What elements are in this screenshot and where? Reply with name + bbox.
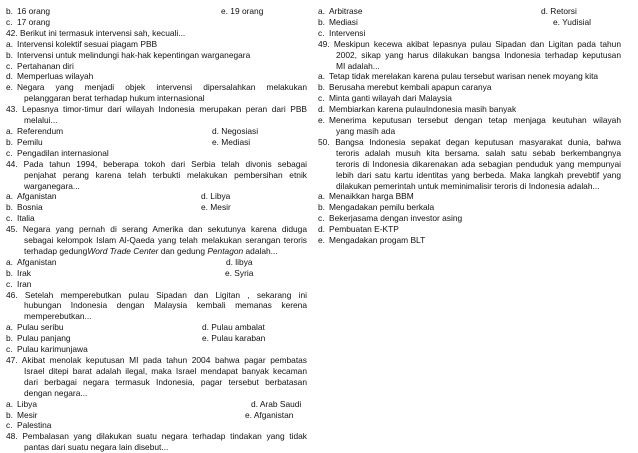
option-text: Berusaha merebut kembali apapun caranya — [329, 82, 492, 93]
left-column — [6, 6, 307, 453]
option-text: Mengadakan pemilu berkala — [329, 202, 435, 213]
option-text: e. Mediasi — [212, 136, 251, 147]
option-text: 17 orang — [17, 16, 51, 27]
option-line — [6, 71, 307, 82]
option-letter: e. — [318, 235, 325, 246]
option-line — [6, 399, 307, 410]
option-letter: d. — [318, 224, 325, 235]
question-43: 43. Lepasnya timor-timur dari wilayah Indonesia merupakan peran dari PBB — [6, 104, 307, 115]
option-text: Pulau panjang — [17, 333, 71, 344]
option-letter: c. — [6, 420, 13, 431]
option-text: d. Pulau ambalat — [202, 322, 265, 333]
option-line — [6, 410, 307, 421]
option-text: Bekerjasama dengan investor asing — [329, 213, 463, 224]
question-text: melalui... — [24, 115, 58, 126]
question-text: penjahat perang karena telah terbukti melakukan pembersihan etnik — [24, 169, 307, 180]
question-text — [6, 246, 307, 257]
option-line — [6, 213, 307, 224]
option-line — [6, 344, 307, 355]
question-text: pantas dari suatu negara lain disebut... — [24, 442, 169, 453]
question-text: lebih dari satu kartu identitas yang berbeda. Maka langkah prevebtif yang — [336, 169, 621, 180]
option-text: d. Retorsi — [541, 6, 577, 16]
option-line — [6, 268, 307, 279]
option-line — [6, 191, 307, 202]
option-text: e. Pulau karaban — [202, 333, 266, 344]
option-line — [6, 61, 307, 72]
option-letter: a. — [318, 6, 325, 16]
option-letter: b. — [6, 267, 13, 278]
option-letter: b. — [318, 82, 325, 93]
option-text: Negara yang menjadi objek intervensi dipersalahkan melakukan — [17, 82, 307, 93]
option-letter: b. — [318, 16, 325, 27]
option-line — [318, 6, 621, 17]
question-44: 44. Pada tahun 1994, beberapa tokoh dari Serbia telah divonis sebagai — [6, 158, 307, 169]
option-text: Arbitrase — [329, 6, 363, 16]
option-letter: a. — [318, 191, 325, 202]
option-text: Libya — [17, 398, 38, 409]
question-text: 2002, sikap yang harus dilakukan bangsa Indonesia terhadap keputusan — [336, 49, 621, 60]
option-text: d. Negosiasi — [212, 125, 259, 136]
option-line — [6, 420, 307, 431]
option-text: e. Yudisial — [553, 16, 592, 27]
question-text: warganegara... — [24, 180, 80, 191]
question-text: memperebutkan... — [24, 311, 92, 322]
question-text: dari berbagai negara termasuk Indonesia, pagar tersebut berbatasan — [24, 376, 307, 387]
option-letter: c. — [318, 27, 325, 38]
option-text: pelanggaran berat terhadap hukum internasional — [24, 93, 205, 104]
option-letter: a. — [6, 322, 13, 333]
option-line — [318, 93, 621, 104]
option-line — [318, 82, 621, 93]
option-letter: c. — [318, 213, 325, 224]
italic-text: Word Trade Center — [87, 245, 159, 256]
option-text: Intervensi kolektif sesuai piagam PBB — [17, 38, 158, 49]
question-49: 49. Meskipun kecewa akibat lepasnya pulau Sipadan dan Ligitan pada tahun — [318, 38, 621, 49]
option-line — [6, 39, 307, 50]
option-letter: e. — [318, 115, 325, 126]
option-letter: b. — [6, 6, 13, 16]
option-text: Iran — [17, 278, 32, 289]
option-letter: b. — [6, 202, 13, 213]
question-42 — [6, 28, 307, 39]
option-letter: c. — [6, 278, 13, 289]
question-45: 45. Negara yang pernah di serang Amerika dan sekutunya karena diduga — [6, 224, 307, 235]
question-text: dengan negara... — [24, 387, 88, 398]
option-letter: c. — [6, 16, 13, 27]
option-letter: e. — [6, 82, 13, 93]
option-text: Palestina — [17, 420, 52, 431]
option-text: Afganistan — [17, 191, 57, 202]
option-line — [318, 71, 621, 82]
option-line — [6, 257, 307, 268]
question-text: teroris di Indonesia dikarenakan ada sebagian penduduk yang mempunyai — [336, 158, 621, 169]
question-text: dilakukan pemerintah untuk meminimalisir teroris di Indonesia adalah... — [336, 180, 600, 191]
option-text: Pulau karimunjawa — [17, 344, 88, 355]
option-line — [318, 224, 621, 235]
option-line — [6, 322, 307, 333]
option-line — [6, 279, 307, 290]
option-line — [6, 50, 307, 61]
text-run: dan gedung — [158, 245, 208, 256]
question-text: hubungan Indonesia dengan Malaysia kembali memanas kerena — [24, 300, 307, 311]
option-text: d. Libya — [201, 191, 231, 202]
option-letter: c. — [6, 344, 13, 355]
question-text: MI adalah... — [336, 60, 380, 71]
option-text: Menaikkan harga BBM — [329, 191, 414, 202]
question-text: teroris adalah musuh kita bersama. salah satu sebab berkembangnya — [336, 147, 621, 158]
option-text: e. Syria — [225, 267, 254, 278]
option-text: Intervensi untuk melindungi hak-hak kepentingan warganegara — [17, 49, 251, 60]
question-text: sebagai kelompok Islam Al-Qaeda yang telah melakukan serangan teroris — [24, 235, 307, 246]
option-text: Bosnia — [17, 202, 43, 213]
option-text: Irak — [17, 267, 31, 278]
option-letter: a. — [6, 398, 13, 409]
question-text: Israel ditepi barat adalah ilegal, maka Israel mendapat banyak kecaman — [24, 365, 307, 376]
option-text: Membiarkan karena pulauIndonesia masih banyak — [329, 104, 517, 115]
option-letter: a. — [6, 38, 13, 49]
right-column — [318, 6, 621, 246]
option-line — [6, 137, 307, 148]
option-text: e. Mesir — [201, 202, 231, 213]
question-48: 48. Pembalasan yang dilakukan suatu negara terhadap tindakan yang tidak — [6, 431, 307, 442]
option-letter: c. — [318, 93, 325, 104]
option-text: Mengadakan progam BLT — [329, 235, 426, 246]
option-letter: b. — [6, 136, 13, 147]
option-text: Pulau seribu — [17, 322, 64, 333]
option-line — [318, 235, 621, 246]
text-run: adalah... — [243, 245, 278, 256]
option-line — [318, 17, 621, 28]
option-text: Tetap tidak merelakan karena pulau tersebut warisan nenek moyang kita — [329, 71, 599, 82]
question-50: 50. Bangsa Indonesia sepakat degan keputusan masyarakat dunia, bahwa — [318, 136, 621, 147]
option-text: Afganistan — [17, 256, 57, 267]
option-text: Minta ganti wilayah dari Malaysia — [329, 93, 452, 104]
option-letter: c. — [6, 147, 13, 158]
option-line — [318, 104, 621, 115]
option-text: Pengadilan internasional — [17, 147, 109, 158]
option-text: d. libya — [226, 256, 253, 267]
option-line — [318, 191, 621, 202]
option-text: 16 orang — [17, 6, 51, 16]
option-line — [6, 82, 307, 93]
option-letter: b. — [6, 333, 13, 344]
option-line — [318, 202, 621, 213]
question-46: 46. Setelah memperebutkan pulau Sipadan dan Ligitan , sekarang ini — [6, 289, 307, 300]
italic-text: Pentagon — [207, 245, 244, 256]
option-line — [6, 126, 307, 137]
option-line — [318, 28, 621, 39]
option-text: e. 19 orang — [221, 6, 264, 16]
option-text: Intervensi — [329, 27, 366, 38]
option-line — [6, 17, 307, 28]
option-line — [6, 333, 307, 344]
text-run: terhadap gedung — [24, 245, 88, 256]
option-letter: a. — [6, 125, 13, 136]
option-text: Pemilu — [17, 136, 43, 147]
question-number: 42. — [6, 27, 18, 38]
option-text: e. Afganistan — [245, 409, 294, 420]
option-text: Italia — [17, 213, 35, 224]
option-letter: d. — [6, 71, 13, 82]
option-line — [6, 6, 307, 17]
option-letter: b. — [318, 202, 325, 213]
option-text: Pembuatan E-KTP — [329, 224, 399, 235]
option-text: Referendum — [17, 125, 64, 136]
option-letter: b. — [6, 49, 13, 60]
option-text: Mediasi — [329, 16, 358, 27]
option-letter: c. — [6, 213, 13, 224]
option-letter: a. — [318, 71, 325, 82]
question-text: Berikut ini termasuk intervensi sah, kecuali... — [19, 27, 186, 38]
option-letter: b. — [6, 409, 13, 420]
option-letter: d. — [318, 104, 325, 115]
option-text: Memperluas wilayah — [17, 71, 94, 82]
option-line — [6, 148, 307, 159]
option-letter: c. — [6, 60, 13, 71]
option-text: Pertahanan diri — [17, 60, 74, 71]
option-letter: a. — [6, 191, 13, 202]
option-text: Menerima keputusan tersebut dengan tetap menjaga keutuhan wilayah — [329, 115, 621, 126]
option-text: yang masih ada — [336, 125, 396, 136]
option-letter: a. — [6, 256, 13, 267]
option-text: Mesir — [17, 409, 38, 420]
option-text: d. Arab Saudi — [251, 398, 302, 409]
option-line — [318, 213, 621, 224]
option-line — [318, 115, 621, 126]
question-47: 47. Akibat menolak keputusan MI pada tahun 2004 bahwa pagar pembatas — [6, 355, 307, 365]
option-line — [6, 202, 307, 213]
